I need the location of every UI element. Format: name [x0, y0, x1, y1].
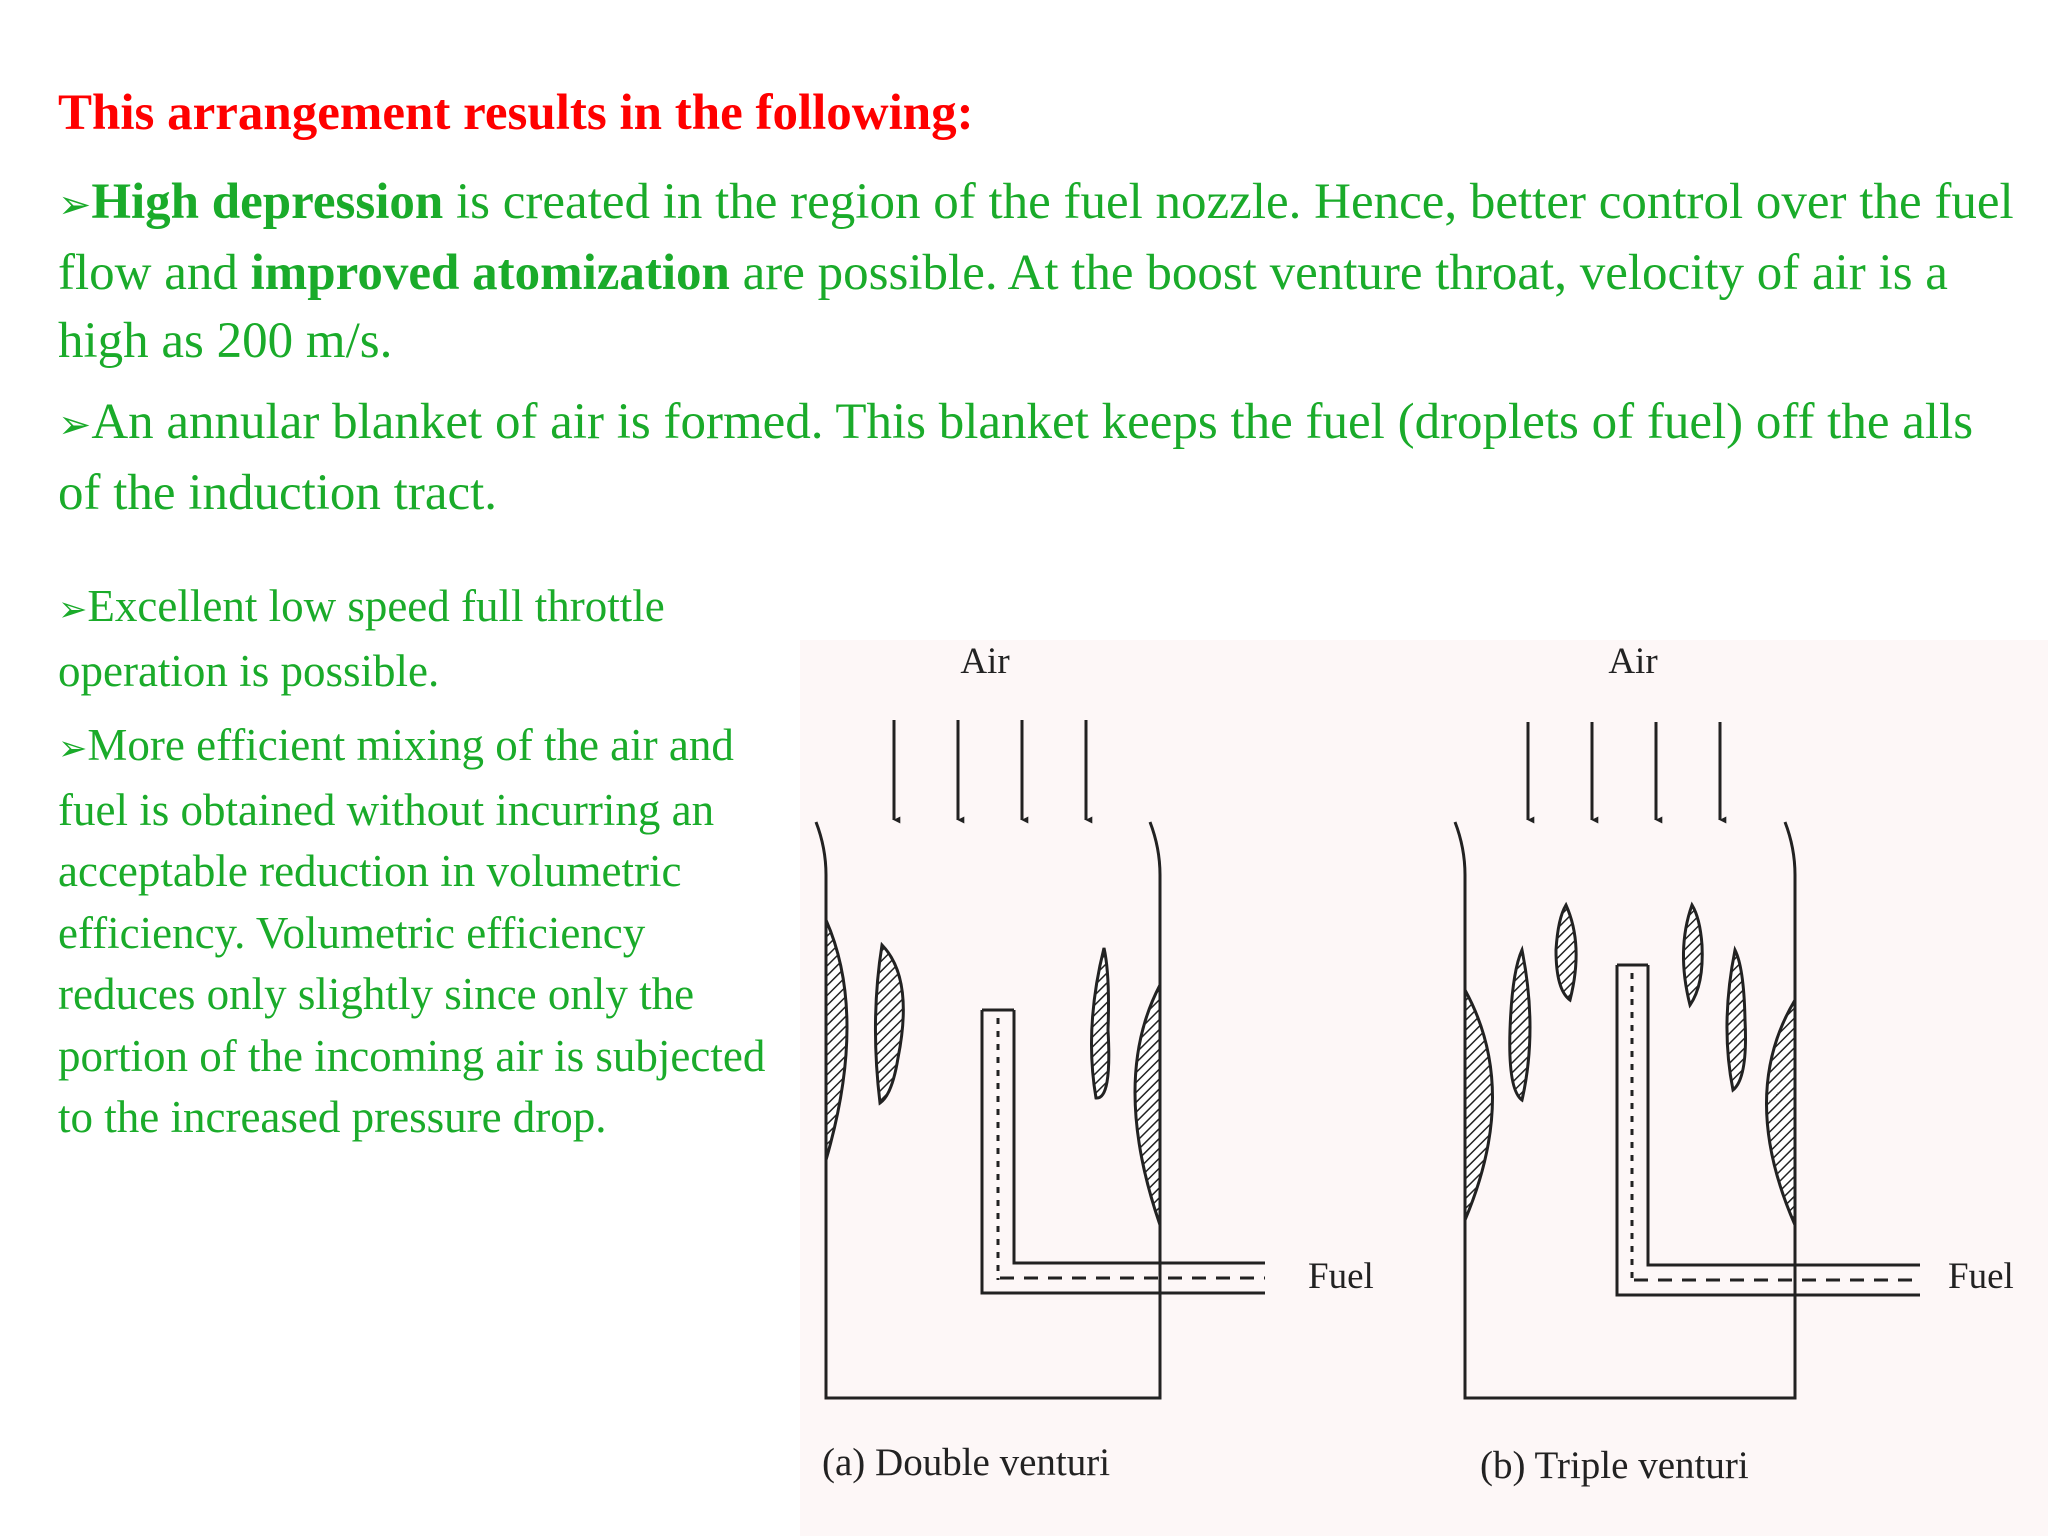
- point-high-depression: [58, 168, 2018, 375]
- point-1-bold-2: improved atomization: [250, 245, 730, 301]
- slide-heading: This arrangement results in the following:: [58, 85, 974, 141]
- air-label-a: Air: [960, 641, 1010, 682]
- air-label-b: Air: [1608, 641, 1658, 682]
- bullet-arrow-icon: ➢: [58, 402, 92, 448]
- point-1-bold-1: High depression: [91, 174, 444, 230]
- point-4-text: More efficient mixing of the air and fuel is obtained without incurring an acceptable reduction in volumetric efficiency. Volumetric efficiency reduces only slightly since only the portion of the incoming air is subjected to the increased pressure drop.: [58, 720, 766, 1142]
- point-1-text-2: are possible. At the boost venture throat, velocity of air is a high as 200 m/s.: [58, 245, 1948, 369]
- point-low-speed: [58, 576, 778, 702]
- venturi-figure: [800, 630, 2048, 1536]
- point-3-text: Excellent low speed full throttle operation is possible.: [58, 581, 665, 696]
- point-1-text-1: is created in the region of the fuel nozzle. Hence, better control over the fuel flow and: [58, 174, 2014, 301]
- bullet-arrow-icon: ➢: [58, 589, 88, 630]
- bullet-arrow-icon: ➢: [58, 728, 88, 769]
- fuel-label-a: Fuel: [1308, 1256, 1374, 1297]
- bullet-arrow-icon: ➢: [58, 182, 92, 228]
- caption-double-venturi: (a) Double venturi: [822, 1441, 1111, 1484]
- point-annular-blanket: [58, 388, 2018, 527]
- fuel-label-b: Fuel: [1948, 1256, 2014, 1297]
- point-2-text: An annular blanket of air is formed. This blanket keeps the fuel (droplets of fuel) off the alls of the induction tract.: [58, 394, 1974, 521]
- caption-triple-venturi: (b) Triple venturi: [1480, 1444, 1749, 1487]
- venturi-diagrams: [800, 630, 2048, 1536]
- point-efficient-mixing: [58, 715, 778, 1149]
